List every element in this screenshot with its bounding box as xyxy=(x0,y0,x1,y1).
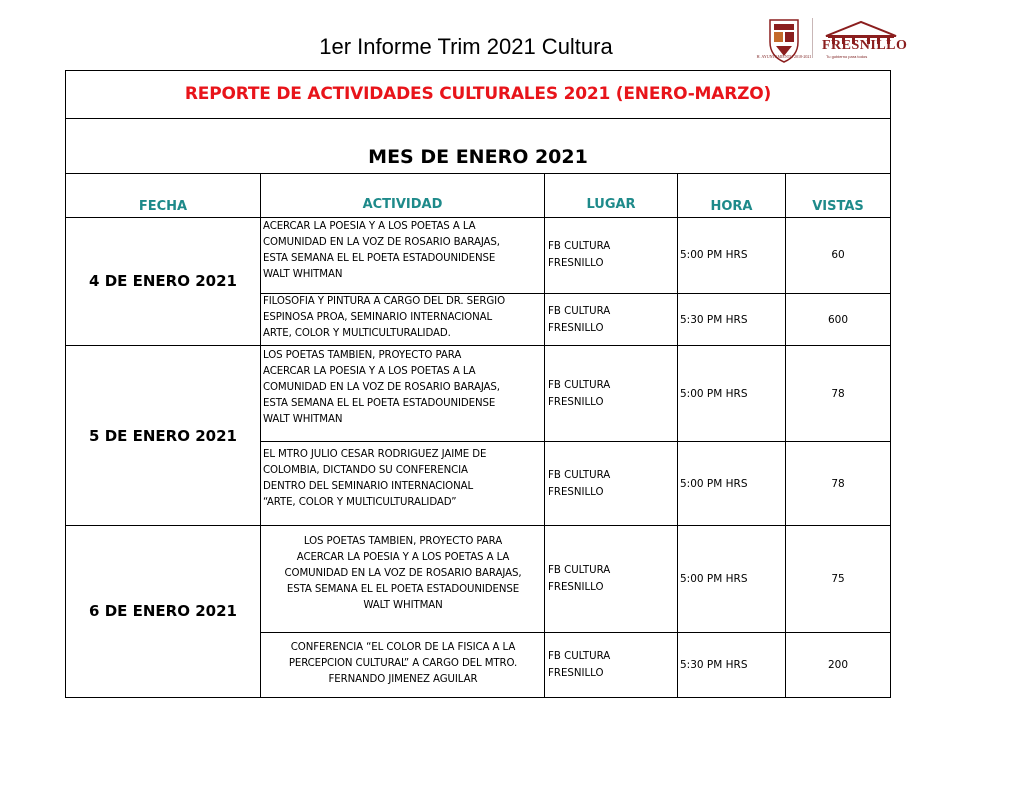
divider-header-bottom xyxy=(65,217,891,218)
date-cell: 4 DE ENERO 2021 xyxy=(89,272,237,290)
activity-views: 200 xyxy=(827,659,849,671)
activity-views: 78 xyxy=(831,388,845,400)
activity-description: ACERCAR LA POESIA Y A LOS POETAS A LA COMUNIDAD EN LA VOZ DE ROSARIO BARAJAS, ESTA SEMANA EL EL POETA ESTADOUNIDENSE WALT WHITMAN xyxy=(263,221,500,280)
activity-views: 78 xyxy=(831,478,845,490)
column-header-hora: HORA xyxy=(710,199,753,214)
activity-description: LOS POETAS TAMBIEN, PROYECTO PARA ACERCAR LA POESIA Y A LOS POETAS A LA COMUNIDAD EN LA VOZ DE ROSARIO BARAJAS, ESTA SEMANA EL EL POETA ESTADOUNIDENSE WALT WHITMAN xyxy=(263,350,500,425)
logo-divider xyxy=(812,18,813,58)
activity-description: EL MTRO JULIO CESAR RODRIGUEZ JAIME DE COLOMBIA, DICTANDO SU CONFERENCIA DENTRO DEL SEMINARIO INTERNACIONAL “ARTE, COLOR Y MULTICULTURALIDAD” xyxy=(263,449,487,508)
activity-location: FB CULTURA FRESNILLO xyxy=(548,470,611,498)
report-title: REPORTE DE ACTIVIDADES CULTURALES 2021 (ENERO-MARZO) xyxy=(184,84,772,104)
activity-time: 5:00 PM HRS xyxy=(680,478,748,490)
activity-location: FB CULTURA FRESNILLO xyxy=(548,306,611,334)
activity-views: 600 xyxy=(827,314,849,326)
activity-time: 5:00 PM HRS xyxy=(680,388,748,400)
brand-tagline: Tu gobierno para todos xyxy=(826,54,868,59)
column-header-fecha: FECHA xyxy=(138,199,188,214)
activity-time: 5:30 PM HRS xyxy=(680,314,748,326)
document-title: 1er Informe Trim 2021 Cultura xyxy=(319,34,613,59)
divider-month-bottom xyxy=(65,173,891,174)
date-sep-1 xyxy=(65,345,891,346)
activity-time: 5:00 PM HRS xyxy=(680,249,748,261)
activity-location: FB CULTURA FRESNILLO xyxy=(548,565,611,593)
activity-description: FILOSOFIA Y PINTURA A CARGO DEL DR. SERGIO ESPINOSA PROA, SEMINARIO INTERNACIONAL ARTE, COLOR Y MULTICULTURALIDAD. xyxy=(263,296,505,339)
date-cell: 6 DE ENERO 2021 xyxy=(89,602,237,620)
activity-time: 5:00 PM HRS xyxy=(680,573,748,585)
activity-location: FB CULTURA FRESNILLO xyxy=(548,380,611,408)
row-sep-3 xyxy=(260,441,891,442)
date-sep-2 xyxy=(65,525,891,526)
col-divider-fecha xyxy=(260,173,261,698)
activity-views: 60 xyxy=(831,249,845,261)
row-sep-5 xyxy=(260,632,891,633)
activity-description: LOS POETAS TAMBIEN, PROYECTO PARA ACERCAR LA POESIA Y A LOS POETAS A LA COMUNIDAD EN LA VOZ DE ROSARIO BARAJAS, ESTA SEMANA EL EL POETA ESTADOUNIDENSE WALT WHITMAN xyxy=(284,536,522,611)
activity-description: CONFERENCIA “EL COLOR DE LA FISICA A LA PERCEPCION CULTURAL” A CARGO DEL MTRO. FERNANDO JIMENEZ AGUILAR xyxy=(288,642,518,685)
month-title: MES DE ENERO 2021 xyxy=(368,146,588,168)
date-cell: 5 DE ENERO 2021 xyxy=(89,427,237,445)
activity-location: FB CULTURA FRESNILLO xyxy=(548,651,611,679)
brand-name: FRESNILLO xyxy=(822,38,908,53)
activity-location: FB CULTURA FRESNILLO xyxy=(548,241,611,269)
col-divider-actividad xyxy=(544,173,545,698)
column-header-vistas: VISTAS xyxy=(812,199,864,214)
column-header-actividad: ACTIVIDAD xyxy=(362,197,443,212)
seal-caption: H. AYUNTAMIENTO 2018-2021 xyxy=(756,54,812,59)
activity-views: 75 xyxy=(831,573,845,585)
col-divider-lugar xyxy=(677,173,678,698)
divider-title-bottom xyxy=(65,118,891,119)
activity-time: 5:30 PM HRS xyxy=(680,659,748,671)
column-header-lugar: LUGAR xyxy=(586,197,636,212)
